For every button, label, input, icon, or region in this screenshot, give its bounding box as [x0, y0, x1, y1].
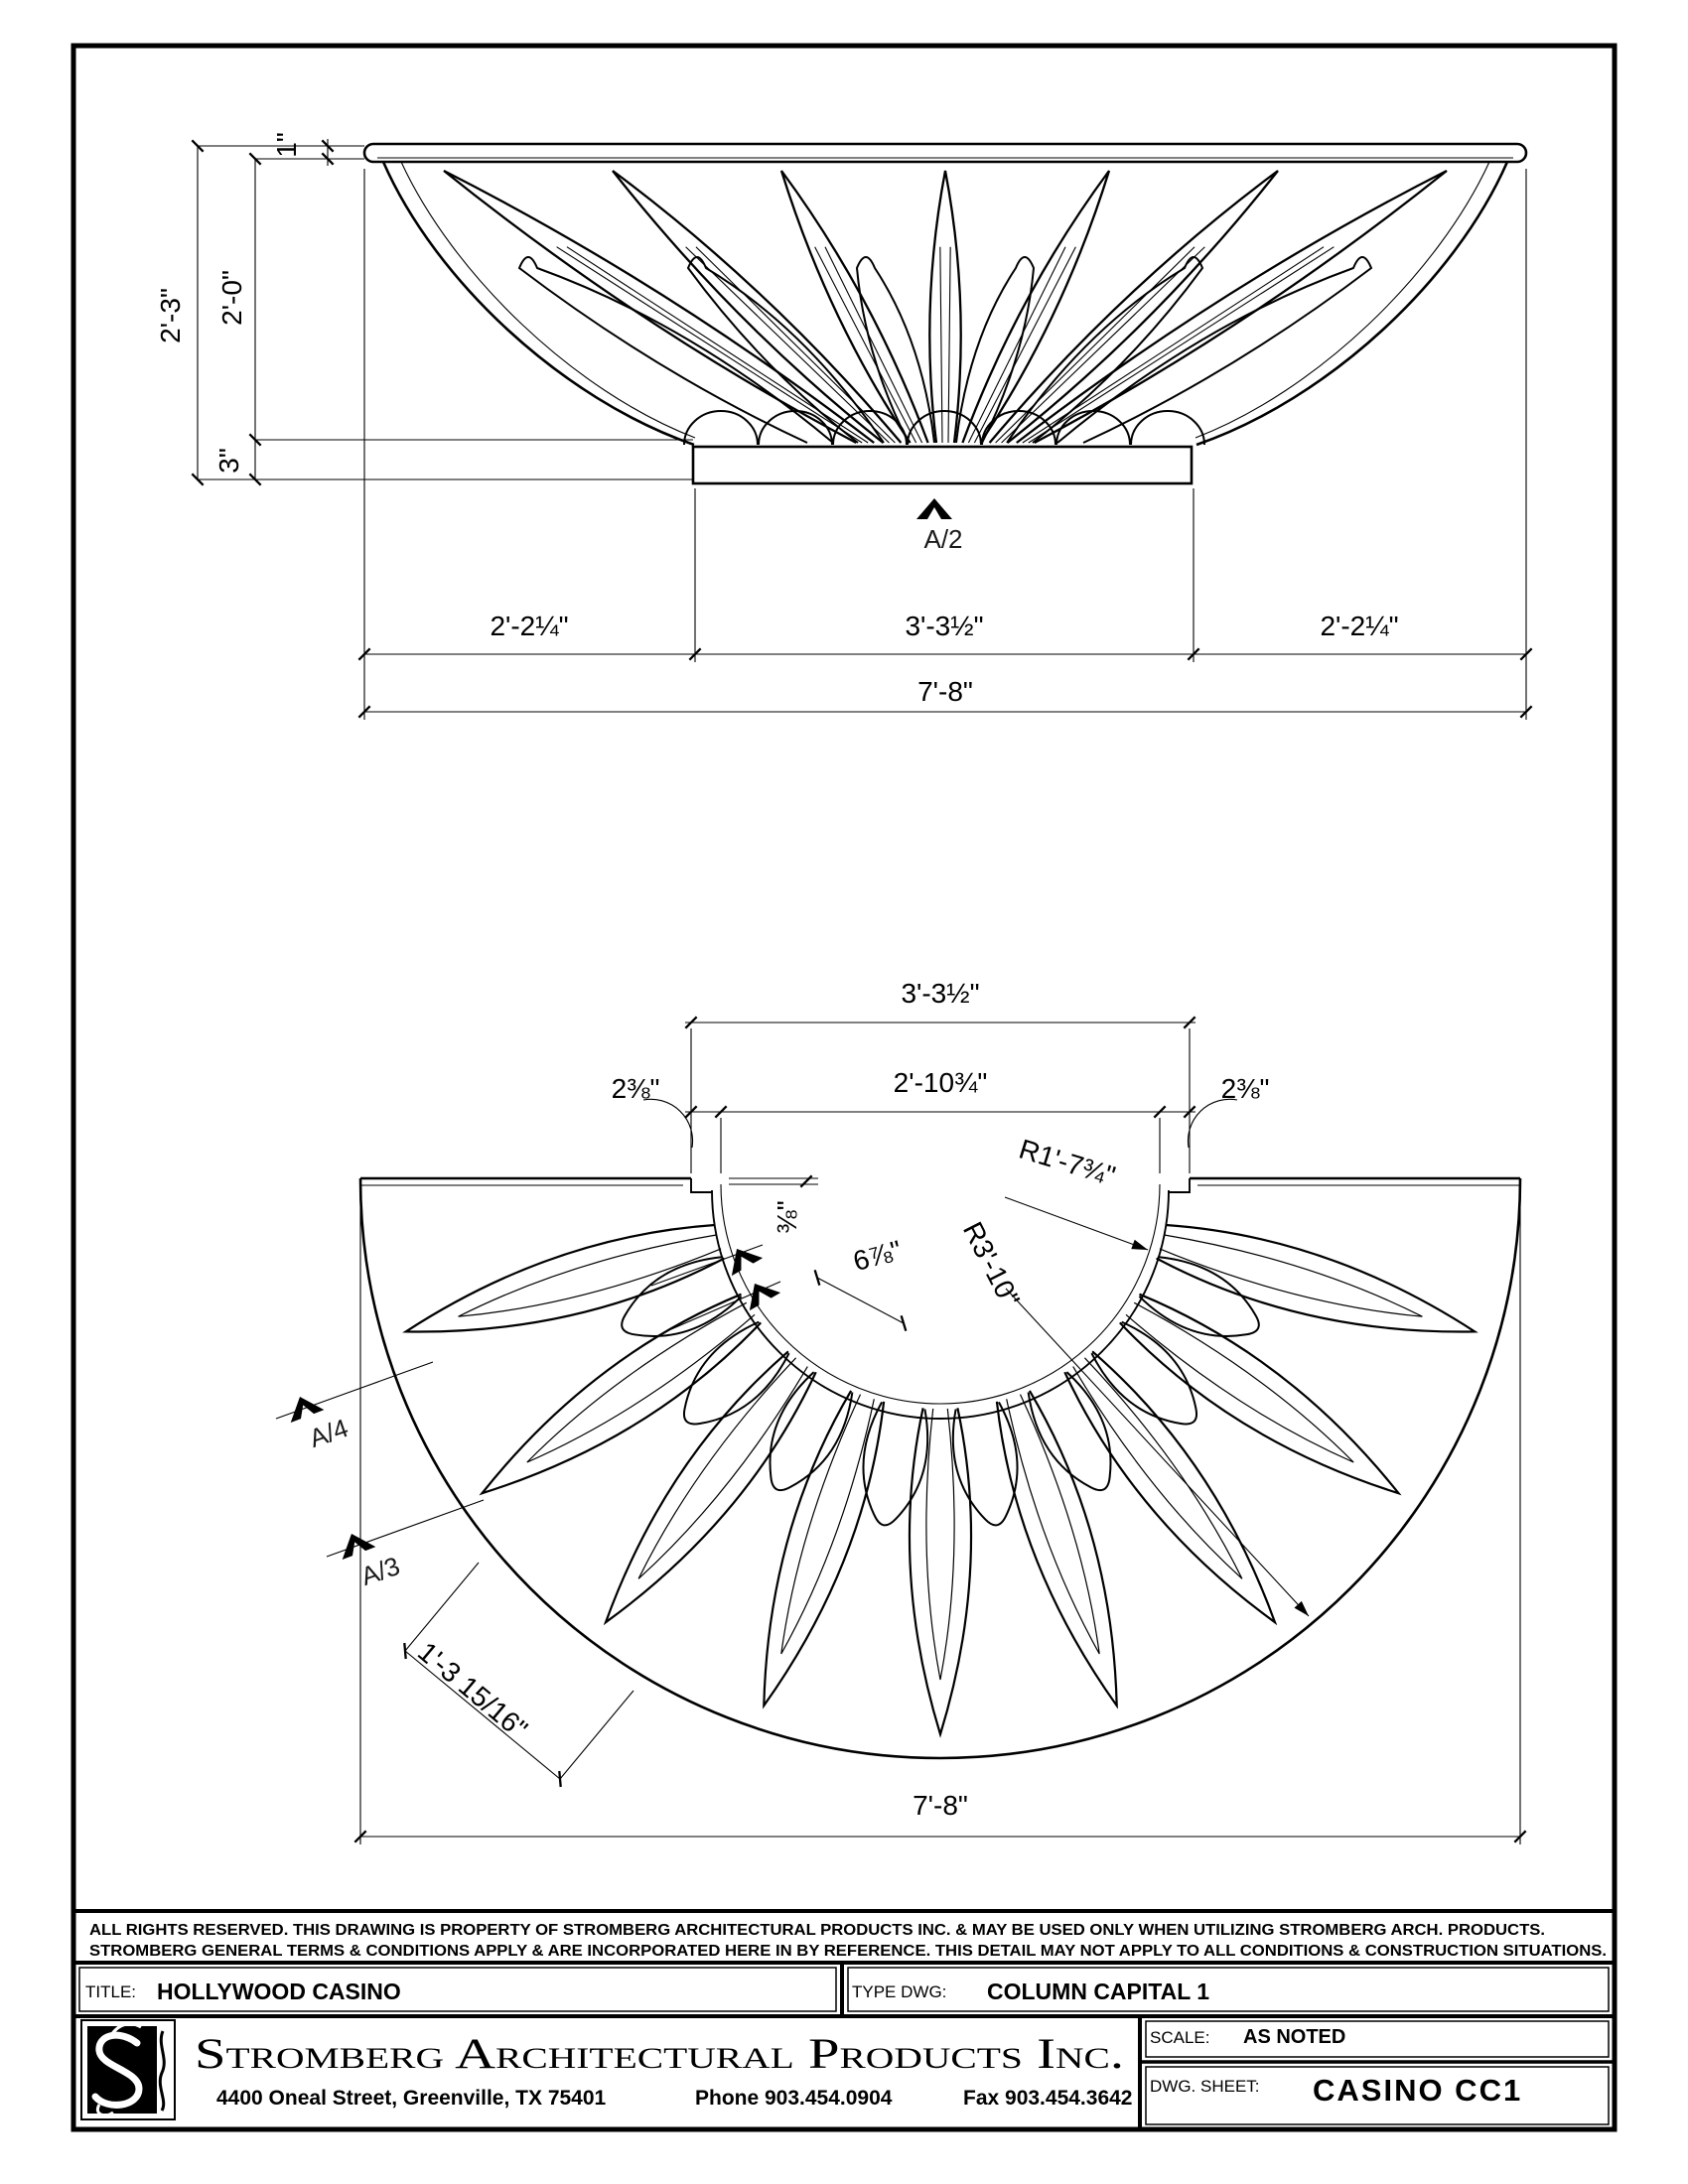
- dim-overall-height: 2'-3": [155, 288, 186, 343]
- company-name: Stromberg Architectural Products Inc.: [195, 2031, 1124, 2078]
- title-block: [73, 1911, 1615, 2129]
- elevation-leaf-ornament: [444, 171, 1447, 445]
- dim-plan-plate-width: 3'-3½": [901, 978, 980, 1009]
- dim-outer-radius: R3'-10": [956, 1216, 1027, 1312]
- scale-value: AS NOTED: [1243, 2026, 1346, 2048]
- elevation-dimensions: [155, 132, 1532, 720]
- dim-inner-radius: R1'-7¾": [1015, 1133, 1119, 1192]
- section-marker-a3: A/3: [356, 1550, 404, 1592]
- dim-right-segment: 2'-2¼": [1320, 611, 1399, 641]
- capital-top-rim: [364, 144, 1526, 162]
- title-label: TITLE:: [85, 1982, 137, 2001]
- company-address: 4400 Oneal Street, Greenville, TX 75401: [216, 2087, 607, 2110]
- dim-petal-length: 1'-3 15/16": [411, 1635, 534, 1745]
- dim-lip-right: 2⅜": [1220, 1073, 1270, 1104]
- company-fax: Fax 903.454.3642: [963, 2087, 1133, 2110]
- sheet-border: [73, 46, 1615, 2129]
- elevation-view: [364, 144, 1526, 483]
- scale-label: SCALE:: [1150, 2028, 1210, 2047]
- plan-dimensions: [276, 978, 1526, 1844]
- type-dwg-value: COLUMN CAPITAL 1: [987, 1979, 1210, 2004]
- type-dwg-label: TYPE DWG:: [852, 1982, 947, 2001]
- dim-overall-width: 7'-8": [917, 676, 973, 707]
- dim-petal-width: 6⅞": [849, 1234, 906, 1278]
- dwg-sheet-label: DWG. SHEET:: [1150, 2077, 1260, 2096]
- dim-rim-thickness: 1": [271, 132, 302, 158]
- dim-rim-plate-thickness: ⅜": [772, 1200, 802, 1234]
- bell-flank-left: [383, 162, 694, 445]
- dim-bell-height: 2'-0": [216, 270, 247, 326]
- dim-plate-width: 3'-3½": [905, 611, 984, 641]
- plan-lip: [691, 1178, 1190, 1192]
- legal-text-line2: STROMBERG GENERAL TERMS & CONDITIONS APPLY & ARE INCORPORATED HERE IN BY REFERENCE. THIS DETAIL MAY NOT APPLY TO ALL CONDITIONS & CONSTRUCTION SITUATIONS.: [89, 1943, 1607, 1960]
- dim-left-segment: 2'-2¼": [490, 611, 569, 641]
- company-logo: [81, 2020, 175, 2119]
- dim-plan-opening-width: 2'-10¾": [893, 1067, 988, 1098]
- plan-petal-ornament: [406, 1225, 1476, 1734]
- section-marker-a4: A/4: [305, 1412, 352, 1454]
- dim-lip-left: 2⅜": [611, 1073, 660, 1104]
- dim-plan-overall-width: 7'-8": [913, 1790, 968, 1821]
- company-phone: Phone 903.454.0904: [695, 2087, 893, 2110]
- dwg-sheet-value: CASINO CC1: [1313, 2073, 1523, 2108]
- dim-plate-thickness: 3": [213, 448, 244, 474]
- title-value: HOLLYWOOD CASINO: [157, 1979, 401, 2004]
- capital-base-plate: [693, 447, 1192, 483]
- legal-text-line1: ALL RIGHTS RESERVED. THIS DRAWING IS PROPERTY OF STROMBERG ARCHITECTURAL PRODUCTS INC. & MAY BE USED ONLY WHEN UTILIZING STROMBERG ARCH. PRODUCTS.: [89, 1922, 1545, 1939]
- plan-view: [360, 1178, 1520, 1758]
- bell-flank-right: [1196, 162, 1507, 445]
- section-marker-a2: A/2: [923, 524, 963, 554]
